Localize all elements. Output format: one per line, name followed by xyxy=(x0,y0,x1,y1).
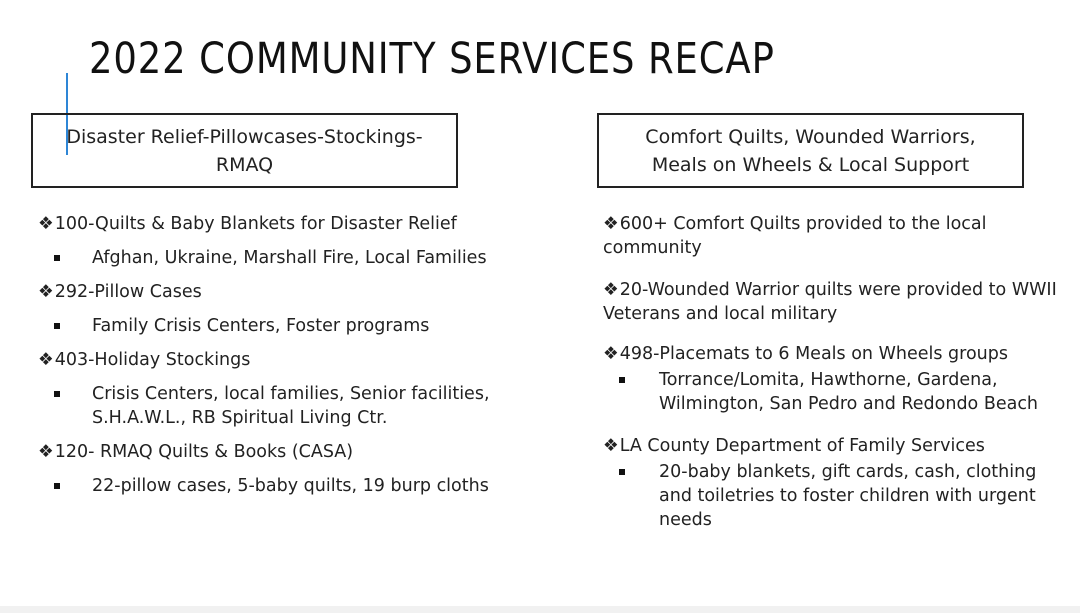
left-heading-line-2: RMAQ xyxy=(215,153,274,176)
diamond-bullet-icon: ❖ xyxy=(38,442,54,462)
list-item xyxy=(38,212,538,270)
sub-item xyxy=(38,314,538,338)
sub-item-text: Family Crisis Centers, Foster programs xyxy=(92,316,430,336)
slide-title: 2022 COMMUNITY SERVICES RECAP xyxy=(89,34,775,84)
diamond-bullet-icon: ❖ xyxy=(38,282,54,302)
diamond-bullet-icon: ❖ xyxy=(603,344,619,364)
list-item xyxy=(38,280,538,338)
sub-item-text: Afghan, Ukraine, Marshall Fire, Local Families xyxy=(92,248,487,268)
list-item xyxy=(603,212,1063,260)
left-column xyxy=(38,212,538,498)
left-heading-box xyxy=(31,113,458,188)
right-heading-box xyxy=(597,113,1024,188)
list-item-text: 20-Wounded Warrior quilts were provided to WWII Veterans and local military xyxy=(603,280,1057,324)
square-bullet-icon xyxy=(54,483,60,489)
list-item xyxy=(603,342,1063,416)
square-bullet-icon xyxy=(54,391,60,397)
square-bullet-icon xyxy=(619,469,625,475)
list-item-text: 120- RMAQ Quilts & Books (CASA) xyxy=(54,442,354,462)
sub-item-text: Torrance/Lomita, Hawthorne, Gardena, Wilmington, San Pedro and Redondo Beach xyxy=(659,370,1039,414)
right-heading-line-2: Meals on Wheels & Local Support xyxy=(651,153,970,176)
list-item-text: 100-Quilts & Baby Blankets for Disaster Relief xyxy=(54,214,457,234)
sub-item xyxy=(38,246,538,270)
sub-item xyxy=(603,460,1063,532)
square-bullet-icon xyxy=(54,255,60,261)
diamond-bullet-icon: ❖ xyxy=(603,280,619,300)
list-item xyxy=(603,434,1063,532)
sub-item-text: 22-pillow cases, 5-baby quilts, 19 burp cloths xyxy=(92,476,489,496)
list-item-text: 403-Holiday Stockings xyxy=(54,350,251,370)
sub-item xyxy=(603,368,1063,416)
diamond-bullet-icon: ❖ xyxy=(603,214,619,234)
list-item xyxy=(38,440,538,498)
list-item-text: 600+ Comfort Quilts provided to the local community xyxy=(603,214,987,258)
sub-item-text: 20-baby blankets, gift cards, cash, clothing and toiletries to foster children with urgent needs xyxy=(659,462,1037,530)
list-item xyxy=(38,348,538,430)
sub-item xyxy=(38,382,538,430)
diamond-bullet-icon: ❖ xyxy=(38,350,54,370)
square-bullet-icon xyxy=(619,377,625,383)
right-heading-line-1: Comfort Quilts, Wounded Warriors, xyxy=(645,125,976,148)
square-bullet-icon xyxy=(54,323,60,329)
sub-item-text: Crisis Centers, local families, Senior facilities, S.H.A.W.L., RB Spiritual Living Ctr. xyxy=(92,384,490,428)
list-item xyxy=(603,278,1063,326)
bottom-strip xyxy=(0,606,1080,613)
sub-item xyxy=(38,474,538,498)
list-item-text: LA County Department of Family Services xyxy=(619,436,985,456)
diamond-bullet-icon: ❖ xyxy=(38,214,54,234)
right-column xyxy=(603,212,1063,532)
left-heading-line-1: Disaster Relief-Pillowcases-Stockings- xyxy=(66,125,423,148)
list-item-text: 498-Placemats to 6 Meals on Wheels groups xyxy=(619,344,1008,364)
diamond-bullet-icon: ❖ xyxy=(603,436,619,456)
list-item-text: 292-Pillow Cases xyxy=(54,282,202,302)
